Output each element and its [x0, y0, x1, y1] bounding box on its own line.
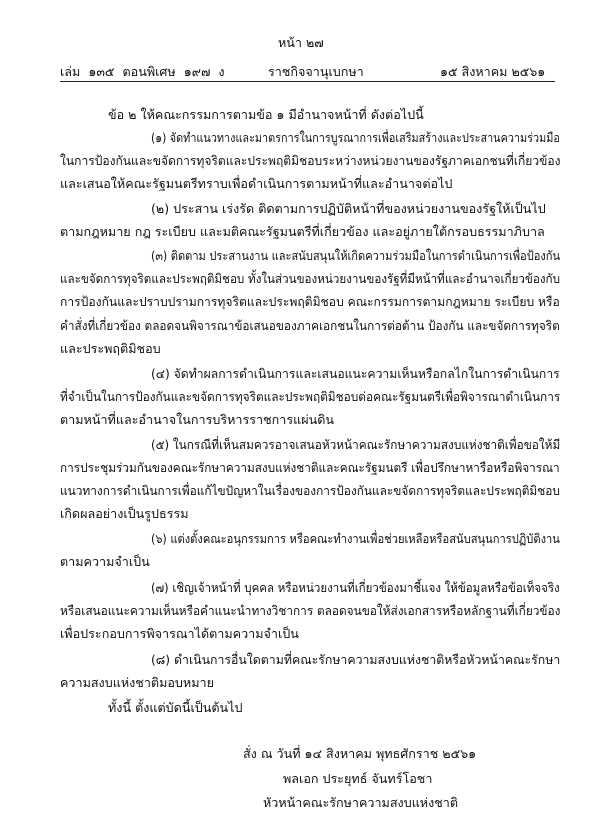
- list-item-line: ความสงบแห่งชาติมอบหมาย: [60, 675, 214, 690]
- list-item-line: (๕) ในกรณีที่เห็นสมควรอาจเสนอหัวหน้าคณะรักษาความสงบแห่งชาติเพื่อขอให้มี: [151, 437, 561, 452]
- list-item-line: ในการป้องกันและขจัดการทุจริตและประพฤติมิชอบระหว่างหน่วยงานของรัฐภาคเอกชนที่เกี่ยวข้อง: [60, 153, 561, 168]
- list-item-line: และประพฤติมิชอบ: [60, 341, 161, 356]
- list-item-line: ตามความจำเป็น: [60, 554, 150, 569]
- list-item-line: หรือเสนอแนะความเห็นหรือคำแนะนำทางวิชาการ ตลอดจนขอให้ส่งเอกสารหรือหลักฐานที่เกี่ยวข้อง: [60, 603, 561, 618]
- list-item-line: การป้องกันและปราบปรามการทุจริตและประพฤติมิชอบ คณะกรรมการตามกฎหมาย ระเบียบ หรือ: [60, 294, 560, 309]
- gazette-volume: เล่ม ๑๓๕ ตอนพิเศษ ๑๙๗ ง: [60, 64, 225, 79]
- list-item-line: แนวทางการดำเนินการเพื่อแก้ไขปัญหาในเรื่องของการป้องกันและขจัดการทุจริตและประพฤติมิชอบ: [60, 483, 560, 498]
- list-item-line: และเสนอให้คณะรัฐมนตรีทราบเพื่อดำเนินการตามหน้าที่และอำนาจต่อไป: [60, 176, 453, 191]
- order-date: สั่ง ณ วันที่ ๑๔ สิงหาคม พุทธศักราช ๒๕๖๑: [243, 746, 477, 761]
- list-item-line: (๓) ติดตาม ประสานงาน และสนับสนุนให้เกิดความร่วมมือในการดำเนินการเพื่อป้องกัน: [151, 248, 561, 263]
- article-heading: ข้อ ๒ ให้คณะกรรมการตามข้อ ๑ มีอำนาจหน้าที่ ดังต่อไปนี้: [108, 107, 424, 122]
- list-item-line: (๗) เชิญเจ้าหน้าที่ บุคคล หรือหน่วยงานที่เกี่ยวข้องมาชี้แจง ให้ข้อมูลหรือข้อเท็จจริง: [151, 580, 560, 595]
- list-item-line: ตามกฎหมาย กฎ ระเบียบ และมติคณะรัฐมนตรีที่เกี่ยวข้อง และอยู่ภายใต้กรอบธรรมาภิบาล: [60, 224, 545, 239]
- list-item-line: ตามหน้าที่และอำนาจในการบริหารราชการแผ่นดิน: [60, 412, 334, 427]
- list-item-line: (๑) จัดทำแนวทางและมาตรการในการบูรณาการเพื่อเสริมสร้างและประสานความร่วมมือ: [151, 130, 560, 145]
- list-item-line: การประชุมร่วมกันของคณะรักษาความสงบแห่งชาติและคณะรัฐมนตรี เพื่อปรึกษาหารือหรือพิจารณา: [60, 460, 560, 475]
- list-item-line: (๖) แต่งตั้งคณะอนุกรรมการ หรือคณะทำงานเพื่อช่วยเหลือหรือสนับสนุนการปฏิบัติงาน: [151, 531, 560, 546]
- list-item-line: (๒) ประสาน เร่งรัด ติดตามการปฏิบัติหน้าที่ของหน่วยงานของรัฐให้เป็นไป: [151, 201, 546, 216]
- list-item-line: และขจัดการทุจริตและประพฤติมิชอบ ทั้งในส่วนของหน่วยงานของรัฐที่มีหน้าที่และอำนาจเกี่ยวข้องกับ: [60, 271, 560, 286]
- list-item-line: เพื่อประกอบการพิจารณาได้ตามความจำเป็น: [60, 626, 299, 641]
- list-item-line: คำสั่งที่เกี่ยวข้อง ตลอดจนพิจารณาข้อเสนอของภาคเอกชนในการต่อต้าน ป้องกัน และขจัดการทุจริต: [60, 318, 560, 333]
- header-divider: [60, 81, 555, 82]
- closing-statement: ทั้งนี้ ตั้งแต่บัดนี้เป็นต้นไป: [108, 700, 243, 715]
- gazette-name: ราชกิจจานุเบกษา: [268, 64, 364, 79]
- signatory-title: หัวหน้าคณะรักษาความสงบแห่งชาติ: [263, 795, 459, 810]
- list-item-line: (๔) จัดทำผลการดำเนินการและเสนอแนะความเห็นหรือกลไกในการดำเนินการ: [151, 366, 560, 381]
- list-item-line: เกิดผลอย่างเป็นรูปธรรม: [60, 506, 189, 521]
- list-item-line: (๘) ดำเนินการอื่นใดตามที่คณะรักษาความสงบแห่งชาติหรือหัวหน้าคณะรักษา: [151, 652, 561, 667]
- gazette-date: ๑๕ สิงหาคม ๒๕๖๑: [440, 64, 546, 79]
- signatory-name: พลเอก ประยุทธ์ จันทร์โอชา: [283, 771, 433, 786]
- list-item-line: ที่จำเป็นในการป้องกันและขจัดการทุจริตและประพฤติมิชอบต่อคณะรัฐมนตรีเพื่อพิจารณาดำเนินการ: [60, 389, 561, 404]
- page-number: หน้า ๒๗: [278, 35, 324, 50]
